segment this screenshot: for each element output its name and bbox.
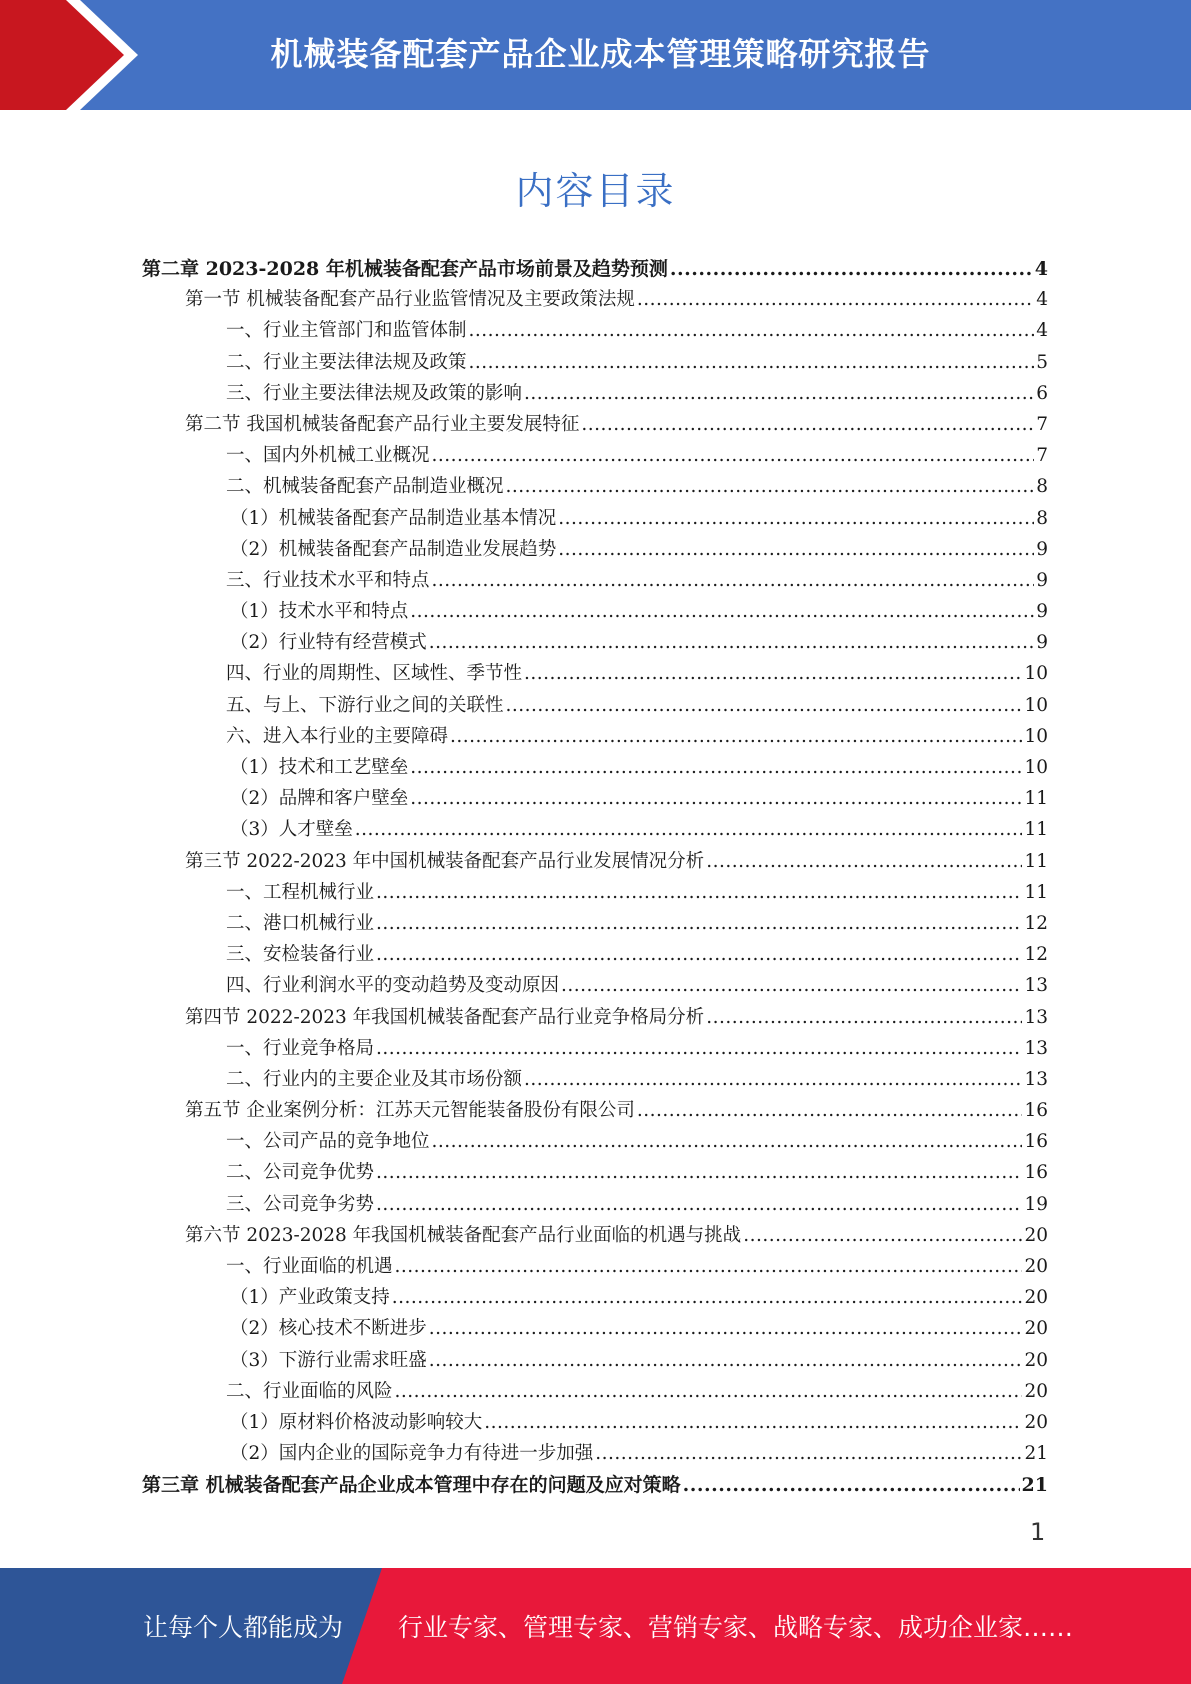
- toc-entry[interactable]: [142, 535, 1048, 566]
- toc-dot-leader: [706, 1007, 1022, 1028]
- toc-dot-leader: [484, 1412, 1022, 1433]
- toc-dot-leader: [450, 726, 1022, 747]
- toc-dot-leader: [395, 1381, 1023, 1402]
- toc-entry[interactable]: [142, 1408, 1048, 1439]
- toc-entry[interactable]: [142, 909, 1048, 940]
- toc-entry[interactable]: [142, 1190, 1048, 1221]
- toc-dot-leader: [395, 1256, 1023, 1277]
- toc-dot-leader: [376, 944, 1022, 965]
- toc-entry-title: 第三章 机械装备配套产品企业成本管理中存在的问题及应对策略: [142, 1474, 681, 1497]
- toc-entry-page: 12: [1024, 912, 1048, 934]
- toc-entry[interactable]: [142, 441, 1048, 472]
- toc-dot-leader: [637, 289, 1034, 310]
- toc-entry-title: 一、行业主管部门和监管体制: [226, 320, 467, 342]
- toc-dot-leader: [506, 695, 1023, 716]
- toc-entry[interactable]: [142, 254, 1048, 285]
- toc-entry-title: 六、进入本行业的主要障碍: [226, 725, 449, 747]
- toc-dot-leader: [432, 570, 1035, 591]
- toc-entry-title: （2）行业特有经营模式: [230, 632, 427, 654]
- toc-entry-title: （1）技术和工艺壁垒: [230, 757, 409, 778]
- toc-entry[interactable]: [142, 597, 1048, 628]
- toc-entry-title: 二、港口机械行业: [226, 912, 375, 934]
- toc-entry-page: 8: [1036, 507, 1048, 529]
- toc-entry[interactable]: [142, 722, 1048, 753]
- toc-dot-leader: [429, 1350, 1023, 1371]
- toc-entry[interactable]: [142, 784, 1048, 815]
- toc-entry-page: 5: [1036, 351, 1048, 373]
- toc-entry-page: 9: [1036, 632, 1048, 654]
- toc-entry-title: 一、行业竞争格局: [226, 1037, 375, 1059]
- toc-dot-leader: [524, 1069, 1022, 1090]
- toc-entry-title: 二、机械装备配套产品制造业概况: [226, 476, 504, 498]
- toc-entry-title: 二、行业内的主要企业及其市场份额: [226, 1068, 523, 1090]
- toc-dot-leader: [524, 663, 1022, 684]
- toc-entry-title: 一、公司产品的竞争地位: [226, 1131, 430, 1153]
- toc-entry-title: 四、行业的周期性、区域性、季节性: [226, 663, 523, 685]
- toc-dot-leader: [355, 819, 1023, 840]
- toc-entry-page: 13: [1024, 975, 1048, 997]
- toc-entry[interactable]: [142, 1127, 1048, 1158]
- toc-entry-page: 16: [1024, 1131, 1048, 1153]
- toc-entry-title: 二、行业主要法律法规及政策: [226, 351, 467, 373]
- toc-entry[interactable]: [142, 1034, 1048, 1065]
- toc-dot-leader: [561, 975, 1022, 996]
- toc-entry-page: 20: [1024, 1380, 1048, 1402]
- toc-entry[interactable]: [142, 1096, 1048, 1127]
- toc-dot-leader: [410, 788, 1022, 809]
- toc-entry[interactable]: [142, 379, 1048, 410]
- toc-entry[interactable]: [142, 971, 1048, 1002]
- toc-heading: 内容目录: [515, 169, 676, 213]
- toc-entry-page: 13: [1024, 1037, 1048, 1059]
- toc-entry-page: 8: [1036, 476, 1048, 498]
- toc-entry[interactable]: [142, 1314, 1048, 1345]
- toc-entry-page: 12: [1024, 944, 1048, 966]
- toc-entry[interactable]: [142, 410, 1048, 441]
- footer-banner: [0, 1568, 1191, 1684]
- toc-dot-leader: [429, 1318, 1023, 1339]
- toc-entry[interactable]: [142, 878, 1048, 909]
- toc-dot-leader: [376, 1162, 1022, 1183]
- toc-entry-title: 第三节 2022-2023 年中国机械装备配套产品行业发展情况分析: [185, 850, 705, 872]
- toc-entry-title: （2）核心技术不断进步: [230, 1318, 427, 1340]
- toc-entry-page: 20: [1024, 1411, 1048, 1433]
- toc-entry-title: 二、公司竞争优势: [226, 1162, 375, 1184]
- toc-entry-page: 13: [1024, 1068, 1048, 1090]
- toc-entry-page: 13: [1024, 1006, 1048, 1028]
- toc-entry[interactable]: [142, 691, 1048, 722]
- toc-entry-page: 11: [1024, 881, 1048, 903]
- toc-entry[interactable]: [142, 285, 1048, 316]
- report-title: 机械装备配套产品企业成本管理策略研究报告: [270, 35, 931, 73]
- toc-entry-page: 21: [1021, 1474, 1048, 1497]
- toc-entry-page: 20: [1024, 1349, 1048, 1371]
- toc-entry-page: 4: [1036, 320, 1048, 342]
- toc-entry-page: 10: [1024, 694, 1048, 716]
- toc-entry-title: （1）技术水平和特点: [230, 601, 409, 623]
- toc-entry-page: 7: [1036, 445, 1048, 467]
- toc-dot-leader: [706, 851, 1022, 872]
- toc-entry-title: 第五节 企业案例分析：江苏天元智能装备股份有限公司: [185, 1100, 635, 1122]
- toc-entry-page: 11: [1024, 850, 1048, 872]
- table-of-contents: [142, 254, 1048, 1502]
- toc-dot-leader: [410, 757, 1022, 778]
- toc-entry-title: 第六节 2023-2028 年我国机械装备配套产品行业面临的机遇与挑战: [185, 1224, 742, 1246]
- toc-entry[interactable]: [142, 316, 1048, 347]
- toc-dot-leader: [432, 1131, 1023, 1152]
- toc-entry-title: 五、与上、下游行业之间的关联性: [226, 694, 504, 716]
- toc-dot-leader: [469, 320, 1035, 341]
- toc-entry-page: 11: [1024, 819, 1048, 841]
- toc-entry-page: 6: [1036, 382, 1048, 404]
- toc-entry[interactable]: [142, 1439, 1048, 1470]
- toc-entry[interactable]: [142, 659, 1048, 690]
- toc-entry-title: 一、行业面临的机遇: [226, 1256, 393, 1277]
- toc-entry-page: 16: [1024, 1162, 1048, 1184]
- toc-dot-leader: [469, 352, 1035, 373]
- toc-entry[interactable]: [142, 1346, 1048, 1377]
- toc-entry-page: 7: [1036, 413, 1048, 435]
- toc-entry[interactable]: [142, 1158, 1048, 1189]
- toc-entry-page: 20: [1024, 1256, 1048, 1277]
- toc-dot-leader: [558, 508, 1034, 529]
- toc-dot-leader: [581, 414, 1034, 435]
- footer-slogan-left: 让每个人都能成为: [143, 1613, 344, 1642]
- toc-entry-title: （2）品牌和客户壁垒: [230, 788, 409, 810]
- toc-entry-page: 19: [1024, 1193, 1048, 1215]
- toc-entry[interactable]: [142, 815, 1048, 846]
- toc-entry[interactable]: [142, 348, 1048, 379]
- toc-entry[interactable]: [142, 1283, 1048, 1314]
- header-banner: [0, 0, 1191, 110]
- toc-entry[interactable]: [142, 847, 1048, 878]
- toc-entry-page: 9: [1036, 601, 1048, 623]
- toc-entry[interactable]: [142, 1221, 1048, 1252]
- toc-entry[interactable]: [142, 566, 1048, 597]
- toc-dot-leader: [410, 601, 1034, 622]
- toc-entry[interactable]: [142, 1065, 1048, 1096]
- toc-entry-page: 4: [1036, 289, 1048, 311]
- toc-entry[interactable]: [142, 504, 1048, 535]
- toc-entry-title: （2）国内企业的国际竞争力有待进一步加强: [230, 1443, 594, 1465]
- toc-entry[interactable]: [142, 1003, 1048, 1034]
- toc-dot-leader: [670, 258, 1033, 280]
- toc-entry[interactable]: [142, 1252, 1048, 1283]
- toc-entry-title: （2）机械装备配套产品制造业发展趋势: [230, 538, 557, 560]
- toc-entry-title: 第二节 我国机械装备配套产品行业主要发展特征: [185, 413, 580, 435]
- toc-dot-leader: [558, 539, 1034, 560]
- toc-entry-title: 一、国内外机械工业概况: [226, 445, 430, 467]
- toc-dot-leader: [595, 1443, 1022, 1464]
- toc-entry-title: 三、行业主要法律法规及政策的影响: [226, 382, 523, 404]
- toc-dot-leader: [376, 882, 1022, 903]
- toc-entry-page: 10: [1024, 663, 1048, 685]
- toc-entry[interactable]: [142, 753, 1048, 784]
- toc-entry-page: 9: [1036, 538, 1048, 560]
- toc-entry-title: （1）产业政策支持: [230, 1287, 390, 1309]
- toc-entry-title: 四、行业利润水平的变动趋势及变动原因: [226, 975, 560, 997]
- toc-entry-page: 9: [1036, 569, 1048, 591]
- toc-entry-page: 20: [1024, 1224, 1048, 1246]
- toc-entry-title: 三、公司竞争劣势: [226, 1193, 375, 1215]
- toc-entry-title: 三、行业技术水平和特点: [226, 569, 430, 591]
- page-number: 1: [1030, 1518, 1046, 1546]
- toc-entry-title: （1）机械装备配套产品制造业基本情况: [230, 507, 557, 529]
- toc-entry-page: 10: [1024, 725, 1048, 747]
- toc-entry-page: 20: [1024, 1287, 1048, 1309]
- toc-dot-leader: [683, 1474, 1020, 1496]
- toc-entry-title: 二、行业面临的风险: [226, 1380, 393, 1402]
- toc-entry-title: （3）下游行业需求旺盛: [230, 1349, 427, 1371]
- toc-dot-leader: [376, 913, 1022, 934]
- toc-entry[interactable]: [142, 628, 1048, 659]
- toc-entry-page: 21: [1024, 1443, 1048, 1465]
- toc-entry-page: 11: [1024, 788, 1048, 810]
- toc-dot-leader: [743, 1225, 1022, 1246]
- toc-dot-leader: [376, 1038, 1022, 1059]
- toc-entry-title: 一、工程机械行业: [226, 881, 375, 903]
- toc-entry-title: 第一节 机械装备配套产品行业监管情况及主要政策法规: [185, 289, 635, 311]
- toc-dot-leader: [524, 383, 1034, 404]
- footer-slogan-right: 行业专家、管理专家、营销专家、战略专家、成功企业家……: [398, 1613, 1074, 1642]
- toc-entry-title: 第四节 2022-2023 年我国机械装备配套产品行业竞争格局分析: [185, 1006, 705, 1028]
- toc-dot-leader: [429, 632, 1034, 653]
- toc-entry-title: （3）人才壁垒: [230, 819, 353, 841]
- toc-dot-leader: [506, 476, 1035, 497]
- toc-entry-title: 第二章 2023-2028 年机械装备配套产品市场前景及趋势预测: [142, 258, 668, 280]
- toc-dot-leader: [432, 445, 1035, 466]
- toc-entry-title: （1）原材料价格波动影响较大: [230, 1411, 483, 1433]
- toc-entry-page: 10: [1024, 757, 1048, 778]
- toc-entry-page: 4: [1034, 258, 1048, 280]
- toc-entry-page: 20: [1024, 1318, 1048, 1340]
- toc-entry-title: 三、安检装备行业: [226, 944, 375, 966]
- toc-entry[interactable]: [142, 1377, 1048, 1408]
- toc-entry[interactable]: [142, 472, 1048, 503]
- toc-dot-leader: [376, 1194, 1022, 1215]
- toc-dot-leader: [637, 1100, 1023, 1121]
- toc-entry[interactable]: [142, 1470, 1048, 1501]
- toc-dot-leader: [392, 1287, 1023, 1308]
- toc-entry[interactable]: [142, 940, 1048, 971]
- toc-entry-page: 16: [1024, 1100, 1048, 1122]
